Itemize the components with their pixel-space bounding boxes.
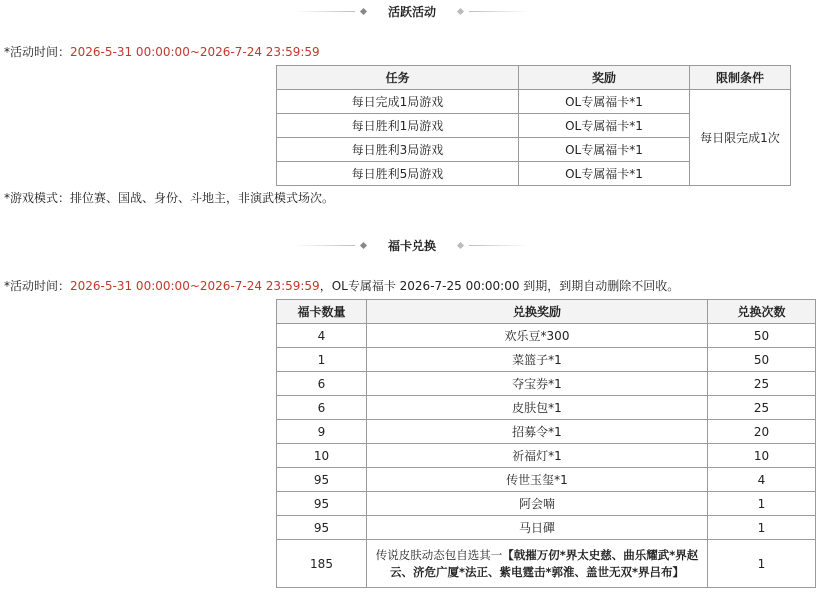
qty-cell: 6 [277, 372, 367, 396]
section-title: 活跃活动 [387, 4, 436, 19]
task-cell: 每日完成1局游戏 [277, 90, 519, 114]
game-mode-note: *游戏模式：排位赛、国战、身份、斗地主，非演武模式场次。 [4, 191, 335, 205]
limit-cell: 每日限完成1次 [690, 90, 791, 186]
table-row [277, 468, 816, 492]
section-title: 福卡兑换 [387, 238, 436, 253]
table-header-row [277, 300, 816, 324]
table-row [277, 348, 816, 372]
reward-cell: OL专属福卡*1 [519, 162, 690, 186]
times-cell: 10 [708, 444, 816, 468]
reward-cell: OL专属福卡*1 [519, 114, 690, 138]
reward-cell: 阿会喃 [367, 492, 708, 516]
diamond-icon [360, 241, 367, 248]
table-row [277, 516, 816, 540]
divider-line [295, 245, 355, 246]
header-qty: 福卡数量 [277, 300, 367, 324]
qty-cell: 10 [277, 444, 367, 468]
reward-cell: 皮肤包*1 [367, 396, 708, 420]
table-row [277, 372, 816, 396]
reward-cell: 祈福灯*1 [367, 444, 708, 468]
qty-cell: 6 [277, 396, 367, 420]
qty-cell: 185 [277, 540, 367, 588]
reward-skin-list: 【戟摧万仞*界太史慈、曲乐耀武*界赵云、济危广厦*法正、紫电霆击*郭淮、盖世无双*界吕布】 [389, 547, 699, 579]
qty-cell: 95 [277, 492, 367, 516]
reward-cell: 招募令*1 [367, 420, 708, 444]
reward-prefix: 传说皮肤动态包自选其一 [375, 547, 503, 562]
times-cell: 1 [708, 516, 816, 540]
header-task: 任务 [277, 66, 519, 90]
diamond-icon [457, 7, 464, 14]
times-cell: 20 [708, 420, 816, 444]
header-limit: 限制条件 [690, 66, 791, 90]
reward-cell: 夺宝券*1 [367, 372, 708, 396]
times-cell: 4 [708, 468, 816, 492]
qty-cell: 95 [277, 516, 367, 540]
reward-cell: 马日磾 [367, 516, 708, 540]
exchange-time [4, 277, 679, 295]
times-cell: 50 [708, 324, 816, 348]
table-row [277, 492, 816, 516]
divider-line [469, 11, 529, 12]
qty-cell: 1 [277, 348, 367, 372]
table-row [277, 540, 816, 588]
reward-cell: OL专属福卡*1 [519, 90, 690, 114]
times-cell: 1 [708, 492, 816, 516]
reward-cell: 欢乐豆*300 [367, 324, 708, 348]
reward-cell: 传世玉玺*1 [367, 468, 708, 492]
table-header-row [277, 66, 791, 90]
qty-cell: 4 [277, 324, 367, 348]
diamond-icon [360, 7, 367, 14]
task-cell: 每日胜利3局游戏 [277, 138, 519, 162]
qty-cell: 9 [277, 420, 367, 444]
qty-cell: 95 [277, 468, 367, 492]
activity-time [4, 43, 320, 61]
expiry-note: ，OL专属福卡 2026-7-25 00:00:00 到期，到期自动删除不回收。 [319, 279, 680, 293]
divider-line [469, 245, 529, 246]
task-cell: 每日胜利5局游戏 [277, 162, 519, 186]
times-cell: 1 [708, 540, 816, 588]
section-heading-active [0, 1, 824, 21]
table-row [277, 396, 816, 420]
reward-cell: OL专属福卡*1 [519, 138, 690, 162]
table-row [277, 420, 816, 444]
table-row [277, 444, 816, 468]
time-label: *活动时间： [4, 45, 71, 59]
header-reward: 兑换奖励 [367, 300, 708, 324]
time-value: 2026-5-31 00:00:00~2026-7-24 23:59:59 [70, 279, 320, 293]
reward-cell: 菜篮子*1 [367, 348, 708, 372]
times-cell: 25 [708, 372, 816, 396]
exchange-table [276, 299, 816, 588]
times-cell: 50 [708, 348, 816, 372]
table-row [277, 90, 791, 114]
header-times: 兑换次数 [708, 300, 816, 324]
reward-cell [367, 540, 708, 588]
task-table [276, 65, 791, 186]
diamond-icon [457, 241, 464, 248]
table-row [277, 324, 816, 348]
task-cell: 每日胜利1局游戏 [277, 114, 519, 138]
times-cell: 25 [708, 396, 816, 420]
section-heading-exchange [0, 235, 824, 255]
time-label: *活动时间： [4, 279, 71, 293]
divider-line [295, 11, 355, 12]
header-reward: 奖励 [519, 66, 690, 90]
time-value: 2026-5-31 00:00:00~2026-7-24 23:59:59 [70, 45, 320, 59]
